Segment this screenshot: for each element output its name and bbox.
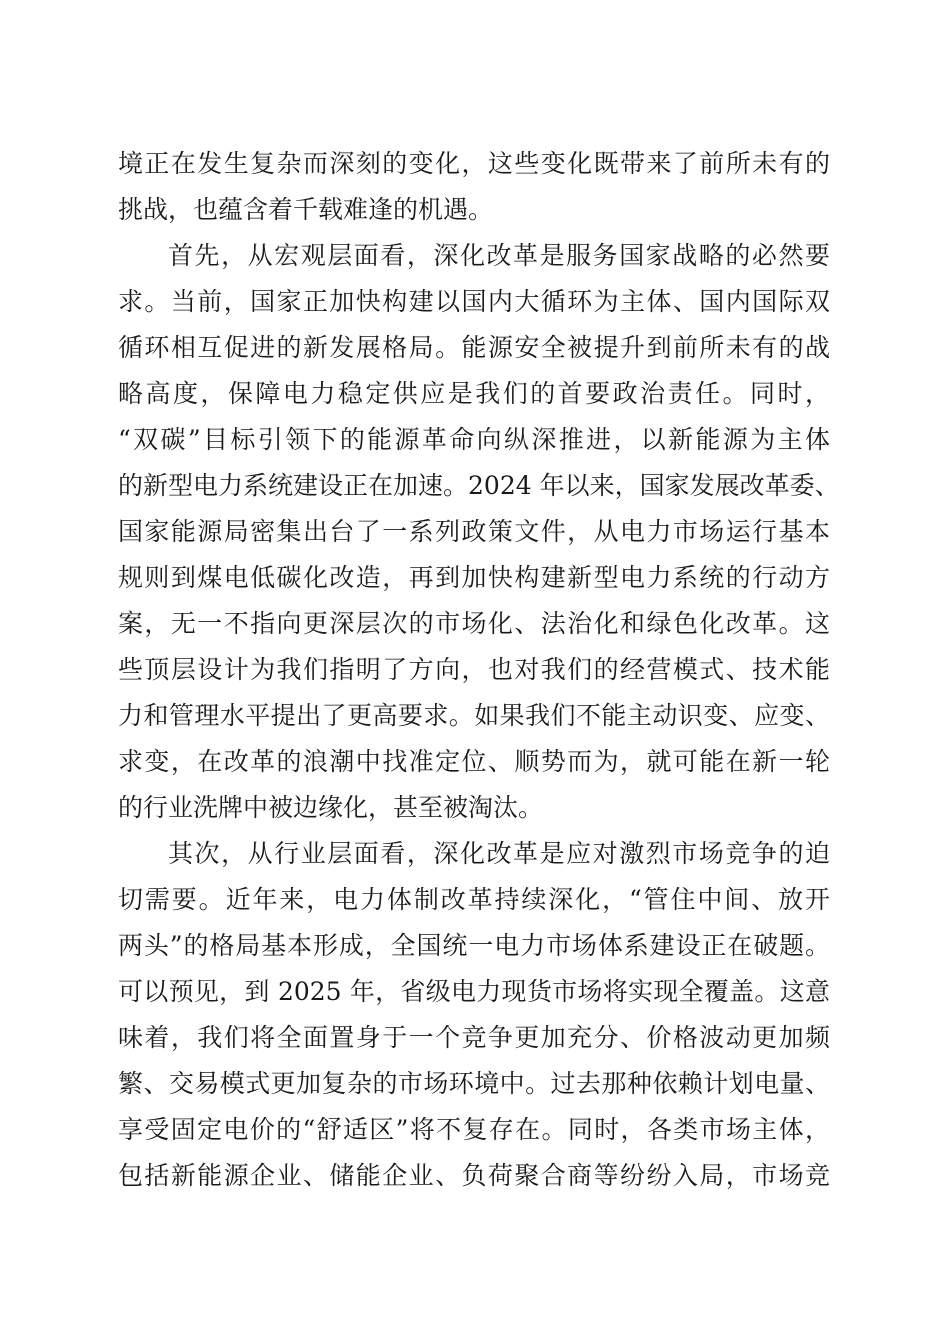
text-line: 首先，从宏观层面看，深化改革是服务国家战略的必然要 <box>168 241 830 270</box>
text-line: 的新型电力系统建设正在加速。2024 年以来，国家发展改革委、 <box>118 471 840 500</box>
text-line: 味着，我们将全面置身于一个竞争更加充分、价格波动更加频 <box>118 1023 830 1052</box>
text-line: 包括新能源企业、储能企业、负荷聚合商等纷纷入局，市场竞 <box>118 1161 830 1190</box>
text-line: 境正在发生复杂而深刻的变化，这些变化既带来了前所未有的 <box>118 149 830 178</box>
text-line: 国家能源局密集出台了一系列政策文件，从电力市场运行基本 <box>118 517 830 546</box>
text-line: “双碳”目标引领下的能源革命向纵深推进，以新能源为主体 <box>118 425 830 454</box>
paragraph-industry-level <box>118 831 830 1199</box>
text-line: 挑战，也蕴含着千载难逢的机遇。 <box>118 195 494 224</box>
text-line: 享受固定电价的“舒适区”将不复存在。同时，各类市场主体， <box>118 1115 830 1144</box>
paragraph-continuation <box>118 141 830 233</box>
text-line: 略高度，保障电力稳定供应是我们的首要政治责任。同时， <box>118 379 830 408</box>
text-line: 其次，从行业层面看，深化改革是应对激烈市场竞争的迫 <box>168 839 830 868</box>
text-line: 求。当前，国家正加快构建以国内大循环为主体、国内国际双 <box>118 287 830 316</box>
text-line: 可以预见，到 2025 年，省级电力现货市场将实现全覆盖。这意 <box>118 977 830 1006</box>
text-line: 求变，在改革的浪潮中找准定位、顺势而为，就可能在新一轮 <box>118 747 830 776</box>
text-line: 力和管理水平提出了更高要求。如果我们不能主动识变、应变、 <box>118 701 830 730</box>
text-line: 繁、交易模式更加复杂的市场环境中。过去那种依赖计划电量、 <box>118 1069 830 1098</box>
text-line: 些顶层设计为我们指明了方向，也对我们的经营模式、技术能 <box>118 655 830 684</box>
paragraph-macro-level <box>118 233 840 831</box>
document-body <box>118 141 840 1199</box>
text-line: 切需要。近年来，电力体制改革持续深化，“管住中间、放开 <box>118 885 830 914</box>
text-line: 两头”的格局基本形成，全国统一电力市场体系建设正在破题。 <box>118 931 830 960</box>
text-line: 规则到煤电低碳化改造，再到加快构建新型电力系统的行动方 <box>118 563 830 592</box>
text-line: 循环相互促进的新发展格局。能源安全被提升到前所未有的战 <box>118 333 830 362</box>
text-line: 的行业洗牌中被边缘化，甚至被淘汰。 <box>118 793 544 822</box>
text-line: 案，无一不指向更深层次的市场化、法治化和绿色化改革。这 <box>118 609 830 638</box>
